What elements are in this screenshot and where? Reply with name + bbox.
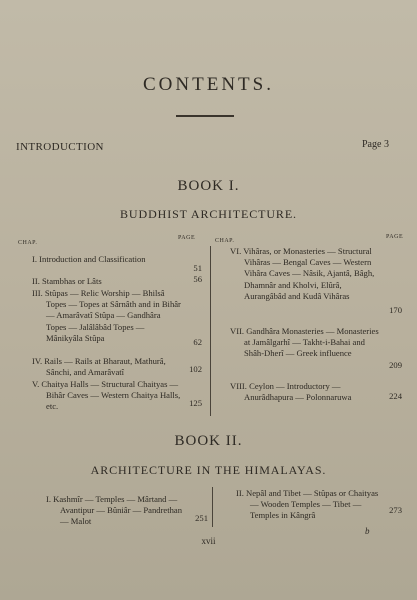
- column-divider: [210, 246, 211, 416]
- toc-entry-page: 125: [189, 398, 202, 408]
- toc-entry-page: 170: [389, 305, 402, 315]
- toc-entry-page: 56: [193, 274, 202, 284]
- book-one-subtitle: BUDDHIST ARCHITECTURE.: [120, 207, 297, 221]
- toc-entry: [32, 254, 182, 265]
- toc-entry: [236, 488, 384, 522]
- page-header-left: PAGE: [178, 235, 196, 241]
- toc-entry-page: 102: [189, 364, 202, 374]
- column-divider: [212, 487, 213, 527]
- toc-entry-page: 62: [193, 337, 202, 347]
- toc-entry-page: 51: [193, 263, 202, 273]
- toc-entry-text: II. Stambhas or Lâts: [32, 276, 102, 286]
- chap-header-right: CHAP.: [215, 238, 235, 244]
- toc-entry-text: VI. Vihâras, or Monasteries — Structural Vihâras — Bengal Caves — Western Vihâra Caves — Nâsik, Ajantâ, Bâgh, Dhamnâr and Kholvi, Elûrâ, Aurangâbâd and Kudâ Vihâras: [230, 246, 375, 301]
- book-two-subtitle: ARCHITECTURE IN THE HIMALAYAS.: [90, 463, 327, 477]
- toc-entry: [46, 494, 192, 528]
- toc-entry: [32, 379, 182, 413]
- toc-entry-page: 224: [389, 391, 402, 401]
- book-one-heading: BOOK I.: [177, 178, 240, 194]
- toc-entry-text: II. Nepâl and Tibet — Stûpas or Chaityas — Wooden Temples — Tibet — Temples in Kângrâ: [236, 488, 379, 521]
- toc-entry-text: VII. Gandhâra Monasteries — Monasteries at Jamâlgarhî — Takht-i-Bahai and Shâh-Dherî — Greek influence: [230, 326, 379, 359]
- book-two-heading: BOOK II.: [174, 433, 243, 449]
- toc-entry: [32, 288, 182, 344]
- toc-entry-text: VIII. Ceylon — Introductory — Anurâdhapura — Polonnaruwa: [230, 381, 352, 403]
- toc-entry: [32, 356, 182, 378]
- toc-entry-text: I. Introduction and Classification: [32, 254, 146, 264]
- toc-entry-text: IV. Rails — Rails at Bharaut, Mathurâ, Sânchi, and Amarâvatî: [32, 356, 166, 378]
- toc-entry-text: I. Kashmîr — Temples — Mârtand — Avantipur — Bûniâr — Pandrethan — Malot: [46, 494, 183, 527]
- toc-entry: [230, 246, 382, 302]
- toc-entry: [230, 326, 382, 360]
- folio-number: xvii: [201, 536, 216, 546]
- introduction-page: Page 3: [362, 139, 389, 150]
- toc-entry-page: 273: [389, 505, 402, 515]
- toc-entry-text: V. Chaitya Halls — Structural Chaityas — Bihâr Caves — Western Chaitya Halls, etc.: [32, 379, 181, 412]
- introduction-label: INTRODUCTION: [16, 141, 104, 153]
- chap-header-left: CHAP.: [18, 240, 38, 246]
- toc-entry: [230, 381, 382, 403]
- page-header-right: PAGE: [386, 234, 404, 240]
- contents-title: CONTENTS.: [143, 74, 274, 95]
- toc-entry: [32, 276, 182, 287]
- signature-mark: b: [365, 526, 370, 536]
- ornamental-rule: [176, 115, 234, 117]
- toc-entry-page: 209: [389, 360, 402, 370]
- toc-entry-text: III. Stûpas — Relic Worship — Bhilsâ Topes — Topes at Sârnâth and in Bihâr — Amarâvatî Stûpa — Gandhâra Topes — Jalâlâbâd Topes — Mânikyâla Stûpa: [32, 288, 181, 343]
- toc-entry-page: 251: [195, 513, 208, 523]
